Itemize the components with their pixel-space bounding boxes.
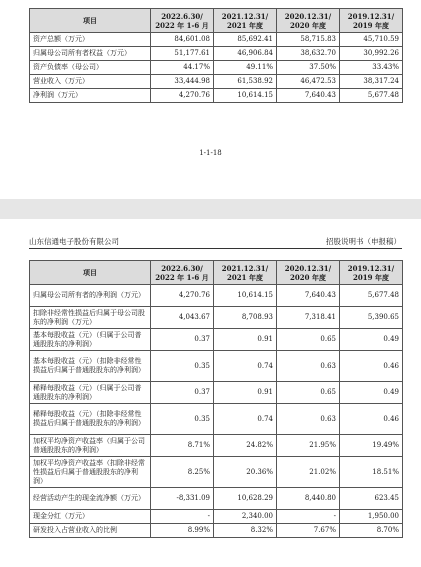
- cell-value: 85,692.41: [214, 33, 277, 47]
- header-date: 2020.12.31/: [284, 11, 332, 21]
- cell-value: 5,677.48: [340, 285, 403, 307]
- cell-value: 7,640.43: [277, 89, 340, 103]
- table-row: [30, 285, 403, 307]
- cell-value: 19.49%: [340, 435, 403, 457]
- cell-value: 8.70%: [340, 524, 403, 538]
- header-2020: [277, 261, 340, 285]
- table-row: [30, 404, 403, 435]
- cell-value: 61,538.92: [214, 75, 277, 89]
- cell-value: 10,614.15: [214, 89, 277, 103]
- row-label: 基本每股收益（元）（扣除非经常性损益后归属于普通股股东的净利润）: [30, 351, 151, 382]
- header-2020: [277, 9, 340, 33]
- table-row: [30, 61, 403, 75]
- cell-value: 7,318.41: [277, 307, 340, 329]
- cell-value: -8,331.09: [151, 488, 214, 510]
- cell-value: 20.36%: [214, 457, 277, 488]
- table-row: [30, 47, 403, 61]
- cell-value: 46,906.84: [214, 47, 277, 61]
- cell-value: 4,270.76: [151, 285, 214, 307]
- row-label: 净利润（万元）: [30, 89, 151, 103]
- financial-summary-table-2: [29, 260, 403, 538]
- cell-value: 0.74: [214, 351, 277, 382]
- header-rule: [29, 248, 402, 249]
- cell-value: 8,708.93: [214, 307, 277, 329]
- cell-value: 8.71%: [151, 435, 214, 457]
- cell-value: 8.99%: [151, 524, 214, 538]
- table-row: [30, 457, 403, 488]
- row-label: 研发投入占营业收入的比例: [30, 524, 151, 538]
- cell-value: -: [277, 510, 340, 524]
- cell-value: 45,710.59: [340, 33, 403, 47]
- cell-value: 38,632.70: [277, 47, 340, 61]
- cell-value: 8.32%: [214, 524, 277, 538]
- cell-value: 0.46: [340, 404, 403, 435]
- header-period: 2022 年 1-6 月: [155, 20, 209, 30]
- header-2021: [214, 9, 277, 33]
- row-label: 加权平均净资产收益率（归属于公司普通股股东的净利润）: [30, 435, 151, 457]
- cell-value: 5,390.65: [340, 307, 403, 329]
- table-row: [30, 329, 403, 351]
- header-period: 2021 年度: [227, 272, 263, 282]
- table-row: [30, 75, 403, 89]
- cell-value: 0.35: [151, 351, 214, 382]
- cell-value: 5,677.48: [340, 89, 403, 103]
- header-2019: [340, 9, 403, 33]
- table-row: [30, 89, 403, 103]
- cell-value: 0.74: [214, 404, 277, 435]
- header-2022h1: [151, 261, 214, 285]
- cell-value: 49.11%: [214, 61, 277, 75]
- cell-value: 38,317.24: [340, 75, 403, 89]
- cell-value: 33,444.98: [151, 75, 214, 89]
- cell-value: 0.49: [340, 382, 403, 404]
- row-label: 稀释每股收益（元）（归属于公司普通股股东的净利润）: [30, 382, 151, 404]
- header-period: 2019 年度: [353, 20, 389, 30]
- cell-value: 44.17%: [151, 61, 214, 75]
- cell-value: 2,340.00: [214, 510, 277, 524]
- cell-value: 0.35: [151, 404, 214, 435]
- row-label: 归属母公司所有者权益（万元）: [30, 47, 151, 61]
- cell-value: 30,992.26: [340, 47, 403, 61]
- header-date: 2021.12.31/: [221, 11, 269, 21]
- cell-value: 7.67%: [277, 524, 340, 538]
- row-label: 现金分红（万元）: [30, 510, 151, 524]
- row-label: 资产负债率（母公司）: [30, 61, 151, 75]
- cell-value: 10,628.29: [214, 488, 277, 510]
- company-name: 山东信通电子股份有限公司: [29, 237, 119, 246]
- header-period: 2022 年 1-6 月: [155, 272, 209, 282]
- table-header-row: [30, 9, 403, 33]
- header-2021: [214, 261, 277, 285]
- cell-value: 10,614.15: [214, 285, 277, 307]
- cell-value: 8.25%: [151, 457, 214, 488]
- cell-value: 0.37: [151, 329, 214, 351]
- cell-value: 0.46: [340, 351, 403, 382]
- header-date: 2022.6.30/: [161, 263, 203, 273]
- cell-value: 33.43%: [340, 61, 403, 75]
- cell-value: 51,177.61: [151, 47, 214, 61]
- page-separator: [0, 199, 421, 219]
- cell-value: 4,043.67: [151, 307, 214, 329]
- header-period: 2021 年度: [227, 20, 263, 30]
- table-row: [30, 307, 403, 329]
- row-label: 加权平均净资产收益率（扣除非经常性损益后归属于普通股股东的净利润）: [30, 457, 151, 488]
- cell-value: 24.82%: [214, 435, 277, 457]
- cell-value: 37.50%: [277, 61, 340, 75]
- header-date: 2019.12.31/: [347, 263, 395, 273]
- page-number: 1-1-18: [199, 149, 222, 157]
- header-period: 2020 年度: [290, 20, 326, 30]
- cell-value: 8,440.80: [277, 488, 340, 510]
- document-title: 招股说明书（申报稿）: [326, 237, 401, 246]
- cell-value: 58,715.83: [277, 33, 340, 47]
- row-label: 基本每股收益（元）（归属于公司普通股股东的净利润）: [30, 329, 151, 351]
- cell-value: 84,601.08: [151, 33, 214, 47]
- header-date: 2020.12.31/: [284, 263, 332, 273]
- row-label: 归属母公司所有者的净利润（万元）: [30, 285, 151, 307]
- table-row: [30, 524, 403, 538]
- cell-value: 0.49: [340, 329, 403, 351]
- cell-value: 1,950.00: [340, 510, 403, 524]
- row-label: 稀释每股收益（元）（扣除非经常性损益后归属于普通股股东的净利润）: [30, 404, 151, 435]
- header-2022h1: [151, 9, 214, 33]
- table-row: [30, 382, 403, 404]
- cell-value: 0.65: [277, 382, 340, 404]
- financial-summary-table-1: [29, 8, 403, 103]
- table-row: [30, 510, 403, 524]
- row-label: 扣除非经常性损益后归属于母公司股东的净利润（万元）: [30, 307, 151, 329]
- cell-value: 0.91: [214, 382, 277, 404]
- cell-value: 0.65: [277, 329, 340, 351]
- header-2019: [340, 261, 403, 285]
- header-date: 2021.12.31/: [221, 263, 269, 273]
- table-row: [30, 33, 403, 47]
- cell-value: 623.45: [340, 488, 403, 510]
- row-label: 经营活动产生的现金流净额（万元）: [30, 488, 151, 510]
- header-date: 2019.12.31/: [347, 11, 395, 21]
- row-label: 营业收入（万元）: [30, 75, 151, 89]
- table-row: [30, 488, 403, 510]
- cell-value: 46,472.53: [277, 75, 340, 89]
- table-header-row: [30, 261, 403, 285]
- cell-value: 0.37: [151, 382, 214, 404]
- cell-value: 0.91: [214, 329, 277, 351]
- cell-value: 7,640.43: [277, 285, 340, 307]
- header-period: 2019 年度: [353, 272, 389, 282]
- cell-value: 18.51%: [340, 457, 403, 488]
- header-item: 项目: [30, 9, 151, 33]
- row-label: 资产总额（万元）: [30, 33, 151, 47]
- header-item: 项目: [30, 261, 151, 285]
- header-date: 2022.6.30/: [161, 11, 203, 21]
- table-row: [30, 435, 403, 457]
- cell-value: 0.63: [277, 404, 340, 435]
- header-period: 2020 年度: [290, 272, 326, 282]
- cell-value: 4,270.76: [151, 89, 214, 103]
- table-row: [30, 351, 403, 382]
- cell-value: 21.95%: [277, 435, 340, 457]
- cell-value: 0.63: [277, 351, 340, 382]
- cell-value: 21.02%: [277, 457, 340, 488]
- cell-value: -: [151, 510, 214, 524]
